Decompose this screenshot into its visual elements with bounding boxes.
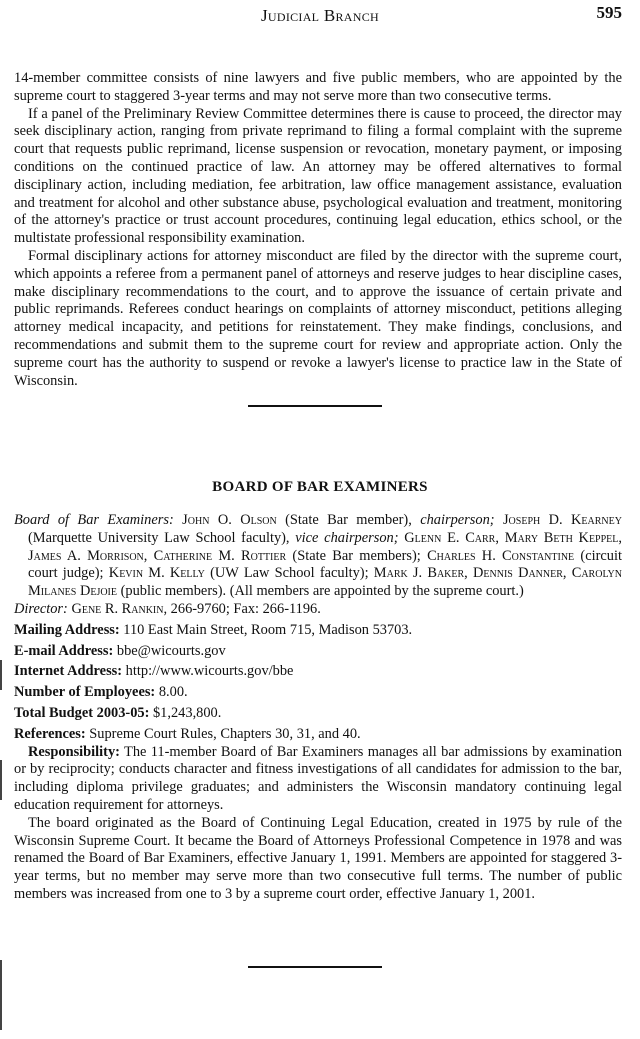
director-line bbox=[14, 601, 622, 619]
budget-label: Total Budget 2003-05: bbox=[14, 704, 150, 721]
page-number: 595 bbox=[596, 3, 622, 22]
mailing-address-label: Mailing Address: bbox=[14, 621, 120, 638]
member-name: Glenn E. Carr, Mary Beth Keppel, James A. Morrison, Catherine M. Rottier bbox=[28, 529, 622, 564]
employees-line bbox=[14, 684, 622, 702]
member-note: (State Bar members); bbox=[286, 547, 428, 564]
scan-edge-mark bbox=[0, 660, 2, 690]
mailing-address-value: 110 East Main Street, Room 715, Madison 53703. bbox=[119, 621, 413, 638]
director-label: Director: bbox=[14, 600, 68, 617]
scan-edge-mark bbox=[0, 760, 2, 800]
member-name: Kevin M. Kelly bbox=[108, 565, 205, 582]
member-role: chairperson; bbox=[420, 512, 495, 528]
member-note: (State Bar member), bbox=[276, 512, 421, 528]
employees-value: 8.00. bbox=[155, 684, 188, 701]
references-line bbox=[14, 726, 622, 744]
member-role: vice chairperson; bbox=[295, 529, 399, 546]
references-value: Supreme Court Rules, Chapters 30, 31, and 40. bbox=[85, 725, 361, 742]
internet-address-value: http://www.wicourts.gov/bbe bbox=[122, 663, 294, 680]
history-paragraph: The board originated as the Board of Continuing Legal Education, created in 1975 by rule of the Wisconsin Supreme Court. It became the Board of Attorneys Professional Competence in 1978 and was renamed the Board of Bar Examiners, effective January 1, 1991. Members are appointed for staggered 3-year terms, but no member may serve more than two consecutive full terms. The number of public members was increased from one to 3 by a supreme court order, effective January 1, 2001. bbox=[14, 814, 622, 902]
responsibility-paragraph bbox=[14, 744, 622, 815]
internet-address-line bbox=[14, 663, 622, 681]
continued-text bbox=[14, 70, 622, 390]
budget-value: $1,243,800. bbox=[149, 704, 222, 721]
director-name: Gene R. Rankin bbox=[71, 600, 164, 617]
director-contact: , 266-9760; Fax: 266-1196. bbox=[163, 600, 321, 617]
email-value: bbe@wicourts.gov bbox=[113, 642, 226, 659]
member-note: (Marquette University Law School faculty), bbox=[28, 529, 296, 546]
paragraph: 14-member committee consists of nine lawyers and five public members, who are appointed by the supreme court to staggered 3-year terms and may not serve more than two consecutive terms. bbox=[14, 70, 622, 104]
running-head: Judicial Branch bbox=[260, 6, 380, 25]
section-title: BOARD OF BAR EXAMINERS bbox=[212, 479, 428, 495]
employees-label: Number of Employees: bbox=[14, 684, 156, 701]
responsibility-label: Responsibility: bbox=[28, 743, 120, 760]
member-note: (circuit court judge); bbox=[28, 547, 622, 582]
responsibility-value: The 11-member Board of Bar Examiners manages all bar admissions by examination or by reciprocity; conducts character and fitness investigations of all candidates for admission to the bar, including diploma privilege graduates; and administers the Wisconsin mandatory continuing legal education requirement for attorneys. bbox=[14, 743, 622, 813]
budget-line bbox=[14, 705, 622, 723]
paragraph: Formal disciplinary actions for attorney misconduct are filed by the director with the supreme court, which appoints a referee from a permanent panel of attorneys and reserve judges to hear discipline cases, make disciplinary recommendations to the court, and to approve the issuance of certain private and public reprimands. Referees conduct hearings on complaints of attorney misconduct, petitions alleging attorney medical incapacity, and petitions for reinstatement. They make findings, conclusions, and recommendations and submit them to the supreme court for review and appropriate action. Only the supreme court has the authority to suspend or revoke a lawyer's license to practice law in the State of Wisconsin. bbox=[14, 247, 622, 389]
section-divider bbox=[248, 405, 382, 407]
member-note: (public members). (All members are appointed by the supreme court.) bbox=[117, 583, 524, 600]
scan-edge-mark bbox=[0, 960, 2, 1030]
member-name: John O. Olson bbox=[182, 512, 277, 528]
member-name: Mark J. Baker, Dennis Danner, Carolyn Milanes Dejoie bbox=[28, 565, 622, 600]
paragraph: If a panel of the Preliminary Review Committee determines there is cause to proceed, the director may seek disciplinary action, ranging from private reprimand to filing a formal complaint with the supreme court that requests public reprimand, license suspension or revocation, monetary payment, or imposing conditions on the continued practice of law. An attorney may be offered alternatives to formal disciplinary action, including mediation, fee arbitration, law office management assistance, evaluation and treatment for alcohol and other substance abuse, psychological evaluation and treatment, monitoring of the attorney's practice or trust account procedures, continuing legal education, ethics school, or the multistate professional responsibility examination. bbox=[14, 105, 622, 247]
member-name: Joseph D. Kearney bbox=[494, 512, 622, 528]
mailing-address-line bbox=[14, 622, 622, 640]
email-line bbox=[14, 643, 622, 661]
email-label: E-mail Address: bbox=[14, 642, 114, 659]
references-label: References: bbox=[14, 725, 86, 742]
member-note: (UW Law School faculty); bbox=[204, 565, 374, 582]
members-label: Board of Bar Examiners: bbox=[14, 512, 174, 528]
section-end-divider bbox=[248, 966, 382, 968]
board-members bbox=[14, 512, 622, 601]
member-name: Charles H. Constantine bbox=[427, 547, 575, 564]
board-entry bbox=[14, 512, 622, 904]
internet-address-label: Internet Address: bbox=[14, 663, 123, 680]
